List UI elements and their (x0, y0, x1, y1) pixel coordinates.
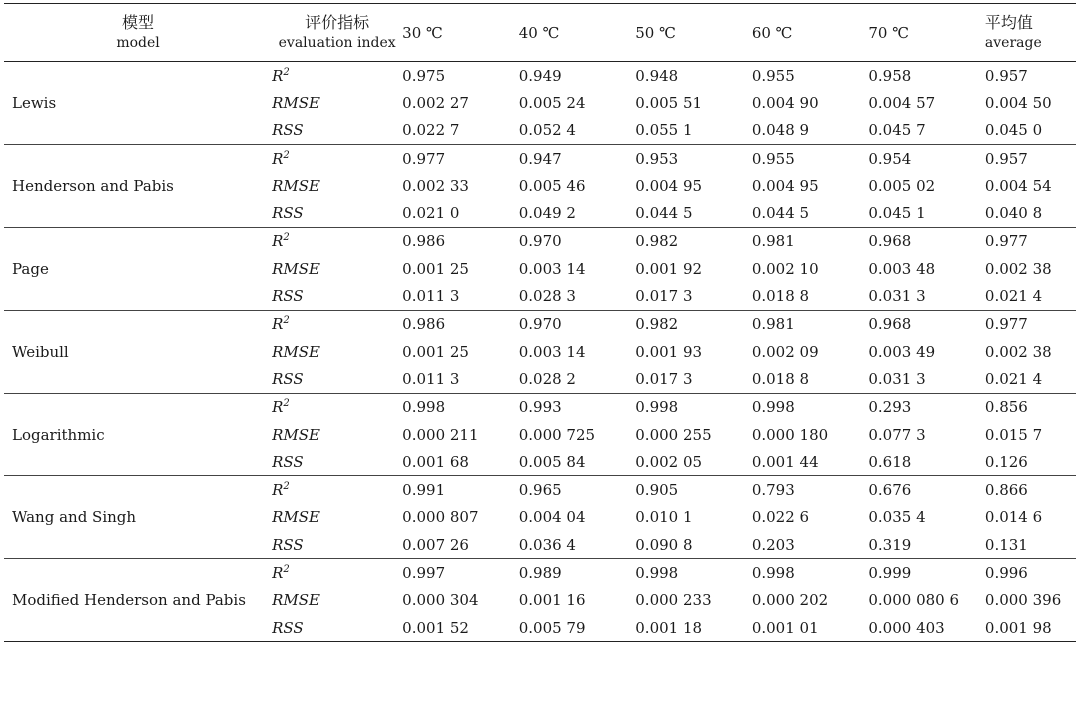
value-cell: 0.970 (518, 232, 562, 251)
index-rss-label: RSS (272, 117, 402, 145)
table-row (4, 62, 1076, 90)
value-cell: 0.993 (518, 398, 562, 417)
value-cell: 0.000 807 (402, 508, 479, 527)
model-name-cell: Weibull (4, 310, 272, 393)
value-cell: 0.028 3 (519, 282, 636, 310)
value-cell: 0.044 5 (752, 199, 869, 227)
value-cell: 0.002 27 (402, 93, 469, 112)
average-value-cell: 0.014 6 (984, 508, 1043, 527)
value-cell: 0.011 3 (402, 365, 519, 393)
header-average (985, 4, 1076, 62)
average-value-cell: 0.000 396 (984, 591, 1062, 610)
value-cell: 0.003 14 (518, 259, 586, 278)
average-value-cell: 0.004 54 (984, 176, 1052, 195)
value-cell: 0.001 25 (402, 342, 469, 361)
index-r2-superscript: 2 (283, 315, 290, 327)
value-cell: 0.001 92 (635, 259, 703, 278)
value-cell: 0.000 233 (635, 591, 712, 610)
value-cell: 0.005 46 (518, 176, 586, 195)
model-name-cell: Page (4, 227, 272, 310)
table-row (4, 476, 1076, 504)
value-cell: 0.982 (635, 232, 679, 251)
value-cell: 0.001 93 (635, 342, 703, 361)
index-r2-superscript: 2 (283, 66, 290, 78)
value-cell: 0.000 403 (868, 614, 985, 642)
value-cell: 0.986 (402, 232, 446, 251)
index-rss-label: RSS (272, 448, 402, 476)
value-cell: 0.203 (752, 531, 869, 559)
index-r2-base: R (272, 315, 284, 334)
value-cell: 0.017 3 (635, 365, 752, 393)
value-cell: 0.031 3 (868, 282, 985, 310)
value-cell: 0.998 (635, 563, 679, 582)
value-cell: 0.001 52 (402, 614, 519, 642)
value-cell: 0.003 49 (868, 342, 936, 361)
table-row (4, 393, 1076, 421)
average-value-cell: 0.021 4 (985, 282, 1076, 310)
average-value-cell: 0.001 98 (985, 614, 1076, 642)
value-cell: 0.955 (751, 66, 795, 85)
value-cell: 0.000 304 (402, 591, 479, 610)
header-average-en: average (984, 34, 1042, 51)
value-cell: 0.955 (751, 149, 795, 168)
model-evaluation-table (4, 3, 1076, 642)
header-model (4, 4, 272, 62)
value-cell: 0.001 44 (752, 448, 869, 476)
value-cell: 0.999 (868, 563, 912, 582)
value-cell: 0.007 26 (402, 531, 519, 559)
value-cell: 0.905 (635, 481, 679, 500)
value-cell: 0.997 (402, 563, 446, 582)
header-model-zh: 模型 (122, 12, 155, 32)
model-name-cell: Logarithmic (4, 393, 272, 476)
index-rmse-label: RMSE (272, 342, 321, 361)
value-cell: 0.970 (518, 315, 562, 334)
index-r2-label (272, 227, 402, 255)
index-rmse-label: RMSE (272, 93, 321, 112)
value-cell: 0.000 080 6 (868, 591, 960, 610)
value-cell: 0.022 6 (751, 508, 810, 527)
value-cell: 0.077 3 (868, 425, 926, 444)
value-cell: 0.045 7 (868, 117, 985, 145)
average-value-cell: 0.957 (984, 149, 1028, 168)
value-cell: 0.004 57 (868, 93, 936, 112)
value-cell: 0.055 1 (635, 117, 752, 145)
index-r2-base: R (272, 481, 284, 500)
value-cell: 0.018 8 (752, 282, 869, 310)
table-row (4, 227, 1076, 255)
average-value-cell: 0.040 8 (985, 199, 1076, 227)
value-cell: 0.001 18 (635, 614, 752, 642)
value-cell: 0.982 (635, 315, 679, 334)
value-cell: 0.949 (518, 66, 562, 85)
index-r2-base: R (272, 232, 284, 251)
model-name-cell: Modified Henderson and Pabis (4, 559, 272, 642)
index-r2-label (272, 310, 402, 338)
index-rmse-label: RMSE (272, 425, 321, 444)
value-cell: 0.965 (518, 481, 562, 500)
index-r2-superscript: 2 (283, 232, 290, 244)
index-r2-superscript: 2 (283, 563, 290, 575)
value-cell: 0.319 (868, 531, 985, 559)
table-row (4, 310, 1076, 338)
header-temp-60: 60 ℃ (752, 4, 869, 62)
index-r2-superscript: 2 (283, 398, 290, 410)
value-cell: 0.000 180 (751, 425, 829, 444)
table-row (4, 144, 1076, 172)
average-value-cell: 0.977 (984, 315, 1028, 334)
index-rss-label: RSS (272, 614, 402, 642)
value-cell: 0.981 (751, 232, 795, 251)
value-cell: 0.998 (751, 398, 795, 417)
header-average-zh: 平均值 (984, 12, 1033, 32)
value-cell: 0.998 (751, 563, 795, 582)
table-body (4, 62, 1076, 642)
value-cell: 0.031 3 (868, 365, 985, 393)
value-cell: 0.004 04 (518, 508, 586, 527)
index-rss-label: RSS (272, 365, 402, 393)
value-cell: 0.991 (402, 481, 446, 500)
value-cell: 0.977 (402, 149, 446, 168)
value-cell: 0.003 48 (868, 259, 936, 278)
value-cell: 0.968 (868, 232, 912, 251)
value-cell: 0.947 (518, 149, 562, 168)
value-cell: 0.049 2 (519, 199, 636, 227)
average-value-cell: 0.002 38 (984, 342, 1052, 361)
value-cell: 0.948 (635, 66, 679, 85)
value-cell: 0.000 725 (518, 425, 596, 444)
table-header (4, 4, 1076, 62)
value-cell: 0.000 202 (751, 591, 829, 610)
value-cell: 0.010 1 (635, 508, 693, 527)
header-index (272, 4, 402, 62)
value-cell: 0.001 16 (518, 591, 586, 610)
value-cell: 0.052 4 (519, 117, 636, 145)
model-name-cell: Lewis (4, 62, 272, 145)
value-cell: 0.954 (868, 149, 912, 168)
index-r2-label (272, 476, 402, 504)
header-temp-50: 50 ℃ (635, 4, 752, 62)
model-name-cell: Henderson and Pabis (4, 144, 272, 227)
index-r2-base: R (272, 149, 284, 168)
value-cell: 0.676 (868, 481, 912, 500)
value-cell: 0.998 (402, 398, 446, 417)
value-cell: 0.011 3 (402, 282, 519, 310)
value-cell: 0.000 211 (402, 425, 479, 444)
value-cell: 0.036 4 (519, 531, 636, 559)
value-cell: 0.028 2 (519, 365, 636, 393)
value-cell: 0.968 (868, 315, 912, 334)
average-value-cell: 0.045 0 (985, 117, 1076, 145)
average-value-cell: 0.977 (984, 232, 1028, 251)
value-cell: 0.004 95 (751, 176, 819, 195)
value-cell: 0.004 90 (751, 93, 819, 112)
value-cell: 0.048 9 (752, 117, 869, 145)
index-rmse-label: RMSE (272, 591, 321, 610)
header-index-zh: 评价指标 (305, 12, 370, 32)
value-cell: 0.004 95 (635, 176, 703, 195)
value-cell: 0.022 7 (402, 117, 519, 145)
value-cell: 0.005 02 (868, 176, 936, 195)
value-cell: 0.986 (402, 315, 446, 334)
model-name-cell: Wang and Singh (4, 476, 272, 559)
average-value-cell: 0.004 50 (984, 93, 1052, 112)
value-cell: 0.044 5 (635, 199, 752, 227)
average-value-cell: 0.996 (984, 563, 1028, 582)
value-cell: 0.000 255 (635, 425, 712, 444)
index-r2-base: R (272, 563, 284, 582)
value-cell: 0.001 25 (402, 259, 469, 278)
value-cell: 0.793 (751, 481, 795, 500)
value-cell: 0.958 (868, 66, 912, 85)
value-cell: 0.005 79 (519, 614, 636, 642)
value-cell: 0.018 8 (752, 365, 869, 393)
index-r2-label (272, 62, 402, 90)
index-r2-label (272, 559, 402, 587)
value-cell: 0.002 33 (402, 176, 469, 195)
index-rmse-label: RMSE (272, 176, 321, 195)
average-value-cell: 0.866 (984, 481, 1028, 500)
value-cell: 0.005 51 (635, 93, 703, 112)
header-temp-70: 70 ℃ (868, 4, 985, 62)
average-value-cell: 0.015 7 (984, 425, 1043, 444)
value-cell: 0.989 (518, 563, 562, 582)
value-cell: 0.975 (402, 66, 446, 85)
value-cell: 0.090 8 (635, 531, 752, 559)
value-cell: 0.618 (868, 448, 985, 476)
index-r2-superscript: 2 (283, 149, 290, 161)
value-cell: 0.002 09 (751, 342, 819, 361)
index-rss-label: RSS (272, 199, 402, 227)
value-cell: 0.017 3 (635, 282, 752, 310)
value-cell: 0.981 (751, 315, 795, 334)
header-model-en: model (116, 34, 160, 51)
value-cell: 0.021 0 (402, 199, 519, 227)
average-value-cell: 0.002 38 (984, 259, 1052, 278)
index-rss-label: RSS (272, 531, 402, 559)
header-index-en: evaluation index (278, 34, 396, 51)
index-r2-base: R (272, 66, 284, 85)
value-cell: 0.003 14 (518, 342, 586, 361)
value-cell: 0.293 (868, 398, 912, 417)
average-value-cell: 0.126 (985, 448, 1076, 476)
value-cell: 0.035 4 (868, 508, 926, 527)
average-value-cell: 0.856 (984, 398, 1028, 417)
value-cell: 0.002 05 (635, 448, 752, 476)
index-r2-base: R (272, 398, 284, 417)
average-value-cell: 0.131 (985, 531, 1076, 559)
header-temp-40: 40 ℃ (519, 4, 636, 62)
index-rmse-label: RMSE (272, 259, 321, 278)
value-cell: 0.005 84 (519, 448, 636, 476)
index-r2-superscript: 2 (283, 481, 290, 493)
value-cell: 0.001 01 (752, 614, 869, 642)
index-rss-label: RSS (272, 282, 402, 310)
value-cell: 0.045 1 (868, 199, 985, 227)
index-r2-label (272, 393, 402, 421)
average-value-cell: 0.957 (984, 66, 1028, 85)
index-rmse-label: RMSE (272, 508, 321, 527)
header-temp-30: 30 ℃ (402, 4, 519, 62)
table-row (4, 559, 1076, 587)
value-cell: 0.953 (635, 149, 679, 168)
index-r2-label (272, 144, 402, 172)
value-cell: 0.001 68 (402, 448, 519, 476)
value-cell: 0.998 (635, 398, 679, 417)
value-cell: 0.005 24 (518, 93, 586, 112)
value-cell: 0.002 10 (751, 259, 819, 278)
average-value-cell: 0.021 4 (985, 365, 1076, 393)
